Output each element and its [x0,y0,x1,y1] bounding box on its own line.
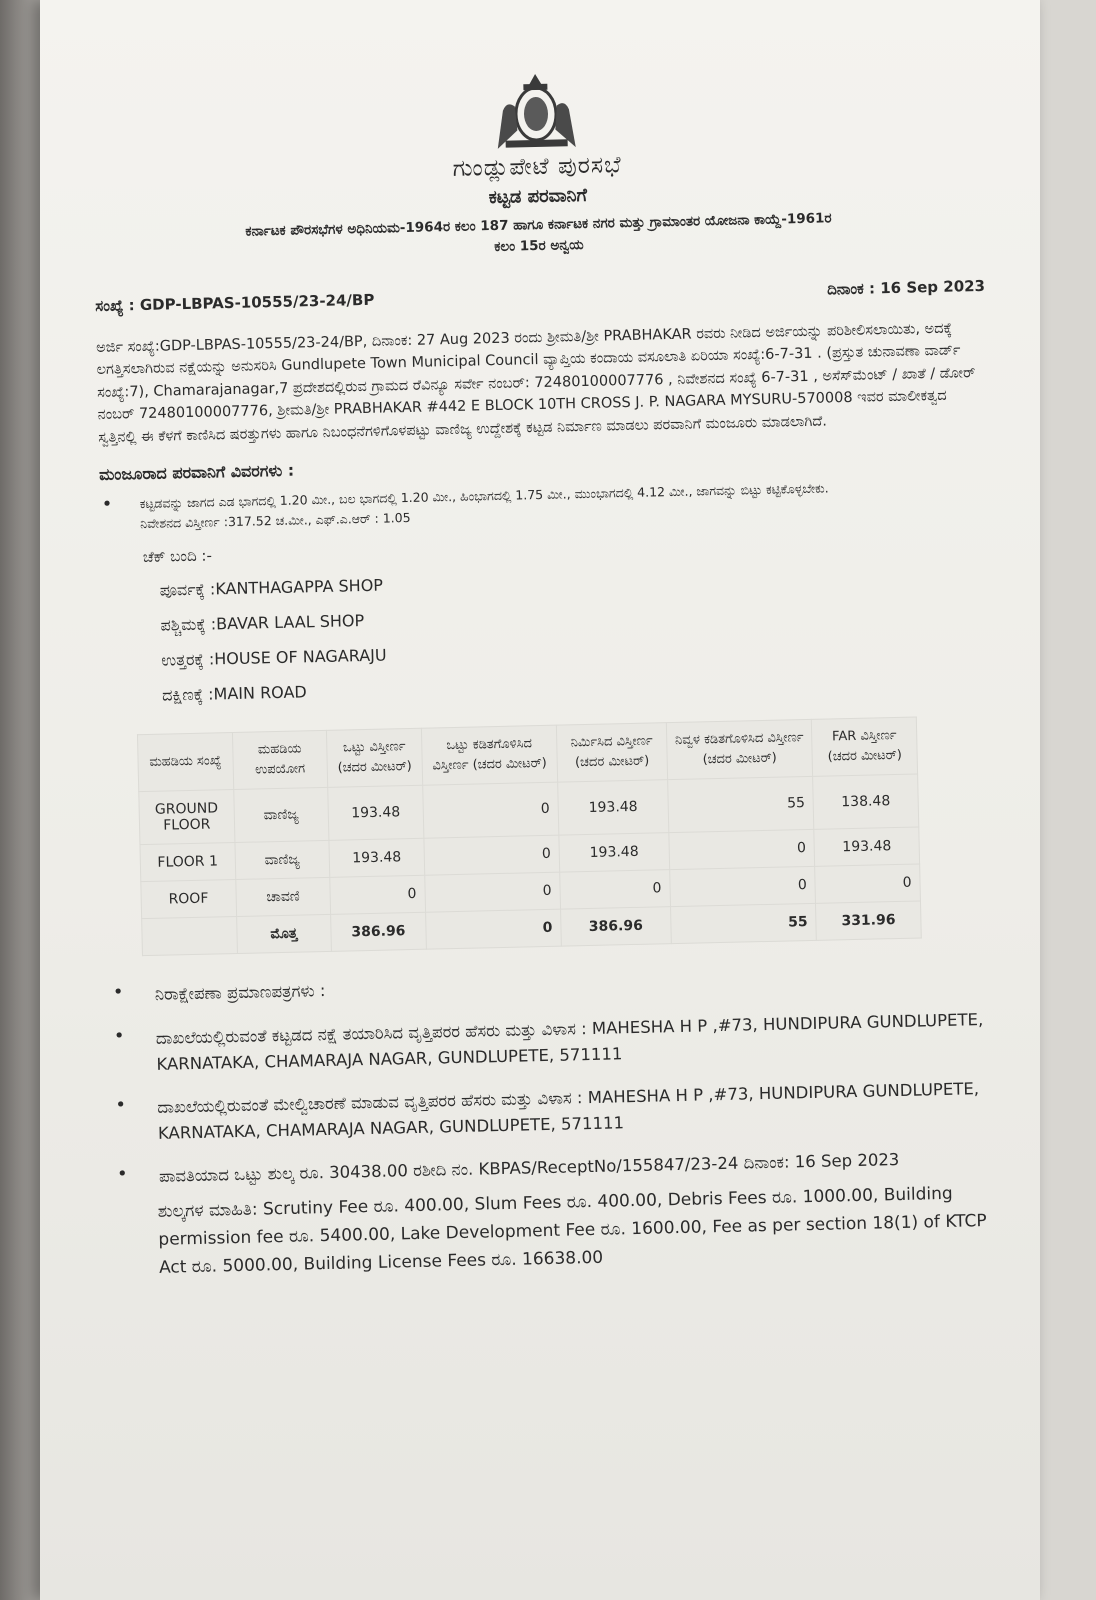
floor-use-cell: ವಾಣಿಜ್ಯ [235,841,330,880]
net-deducted-cell: 0 [669,867,815,907]
act-reference-line-1: ಕರ್ನಾಟಕ ಪೌರಸಭೆಗಳ ಅಧಿನಿಯಮ-1964ರ ಕಲಂ 187 ಹಾಗೂ ಕರ್ನಾಟಕ ನಗರ ಮತ್ತು ಗ್ರಾಮಾಂತರ ಯೋಜನಾ ಕಾಯ್ದೆ-1961ರ [245,210,832,240]
act-reference-line-2: ಕಲಂ 15ರ ಅನ್ವಯ [494,236,584,255]
total-area-cell: 193.48 [328,786,424,841]
permit-details-heading: ಮಂಜೂರಾದ ಪರವಾನಿಗೆ ವಿವರಗಳು : [98,460,295,485]
deducted-area-cell: 0 [424,873,560,913]
floor-use-cell: ವಾಣಿಜ್ಯ [233,788,329,843]
net-deducted-cell: 55 [670,904,816,944]
application-paragraph: ಅರ್ಜಿ ಸಂಖ್ಯೆ:GDP-LBPAS-10555/23-24/BP, ದಿನಾಂಕ: 27 Aug 2023 ರಂದು ಶ್ರೀಮತಿ/ಶ್ರೀ PRABHAKAR ರವರು ನೀಡಿದ ಅರ್ಜಿಯನ್ನು ಪರಿಶೀಲಿಸಲಾಯಿತು, ಅದಕ್ಕೆ ಲಗತ್ತಿಸಲಾಗಿರುವ ನಕ್ಷೆಯನ್ನು ಅನುಸರಿಸಿ Gundlupete Town Municipal Council ವ್ಯಾಪ್ತಿಯ ಕಂದಾಯ ವಸೂಲಾತಿ ಏರಿಯಾ ಸಂಖ್ಯೆ:6-7-31 . (ಪ್ರಸ್ತುತ ಚುನಾವಣಾ ವಾರ್ಡ್ ಸಂಖ್ಯೆ:7), Chamarajanagar,7 ಪ್ರದೇಶದಲ್ಲಿರುವ ಗ್ರಾಮದ ರೆವಿನ್ಯೂ ಸರ್ವೇ ನಂಬರ್: 72480100007776 , ನಿವೇಶನದ ಸಂಖ್ಯೆ 6-7-31 , ಅಸೆಸ್‌ಮೆಂಟ್ / ಖಾತೆ / ಡೋರ್ ನಂಬರ್ 72480100007776, ಶ್ರೀಮತಿ/ಶ್ರೀ PRABHAKAR #442 E BLOCK 10TH CROSS J. P. NAGARA MYSURU-570008 ಇವರ ಮಾಲೀಕತ್ವದ ಸ್ವತ್ತಿನಲ್ಲಿ ಈ ಕೆಳಗೆ ಕಾಣಿಸಿದ ಷರತ್ತುಗಳು ಹಾಗೂ ನಿಬಂಧನೆಗಳಿಗೊಳಪಟ್ಟು ವಾಣಿಜ್ಯ ಉದ್ದೇಶಕ್ಕೆ ಕಟ್ಟಡ ನಿರ್ಮಾಣ ಮಾಡಲು ಪರವಾನಿಗೆ ಮಂಜೂರು ಮಾಡಲಾಗಿದೆ. [96,320,976,446]
noc-heading: ನಿರಾಕ್ಷೇಪಣಾ ಪ್ರಮಾಣಪತ್ರಗಳು : [154,981,326,1005]
certificates-list [111,963,1005,1191]
list-item [111,963,1001,1009]
document-page [40,0,1040,1600]
deducted-area-cell: 0 [425,910,561,950]
act-reference [93,205,984,267]
bullet-icon: • [113,1025,125,1047]
far-area-cell: 331.96 [816,901,922,940]
site-area-line: ನಿವೇಶನದ ವಿಸ್ತೀರ್ಣ :317.52 ಚ.ಮೀ., ಎಫ್.ಎ.ಆರ್ : 1.05 [140,510,411,532]
bullet-icon: • [116,1163,128,1186]
built-area-cell: 386.96 [561,907,672,946]
paid-fee-details: ಪಾವತಿಯಾದ ಒಟ್ಟು ಶುಲ್ಕ ರೂ. 30438.00 ರಶೀದಿ ನಂ. KBPAS/ReceptNo/155847/23-24 ದಿನಾಂಕ: 16 Sep 2023 [158,1150,900,1187]
setback-line: ಕಟ್ಟಡವನ್ನು ಜಾಗದ ಎಡ ಭಾಗದಲ್ಲಿ 1.20 ಮೀ., ಬಲ ಭಾಗದಲ್ಲಿ 1.20 ಮೀ., ಹಿಂಭಾಗದಲ್ಲಿ 1.75 ಮೀ., ಮುಂಭಾಗದಲ್ಲಿ 4.12 ಮೀ., ಜಾಗವನ್ನು ಬಿಟ್ಟು ಕಟ್ಟಿಕೊಳ್ಳಬೇಕು. [139,480,829,512]
boundary-south: ದಕ್ಷಿಣಕ್ಕೆ :MAIN ROAD [161,682,307,705]
permit-number: ಸಂಖ್ಯೆ : GDP-LBPAS-10555/23-24/BP [95,290,375,315]
total-empty-cell [142,917,237,956]
column-header: ಒಟ್ಟು ಕಡಿತಗೊಳಿಸಿದ ವಿಸ್ತೀರ್ಣ (ಚದರ ಮೀಟರ್) [421,725,558,785]
floor-name-cell: FLOOR 1 [140,843,235,882]
permit-date: ದಿನಾಂಕ : 16 Sep 2023 [826,276,986,299]
built-area-cell: 193.48 [559,833,670,872]
net-deducted-cell: 0 [669,830,815,870]
net-deducted-cell: 55 [667,777,814,833]
boundary-east: ಪೂರ್ವಕ್ಕೆ :KANTHAGAPPA SHOP [159,575,384,600]
bullet-icon: • [101,493,113,516]
setback-details [100,475,991,535]
boundary-west: ಪಶ್ಚಿಮಕ್ಕೆ :BAVAR LAAL SHOP [160,611,365,635]
deducted-area-cell: 0 [424,836,560,876]
column-header: ಮಹಡಿಯ ಸಂಖ್ಯೆ [137,733,233,792]
bullet-icon: • [115,1094,127,1116]
column-header: ಒಟ್ಟು ವಿಸ್ತೀರ್ಣ (ಚದರ ಮೀಟರ್) [327,728,423,787]
designer-details: ದಾಖಲೆಯಲ್ಲಿರುವಂತೆ ಕಟ್ಟಡದ ನಕ್ಷೆ ತಯಾರಿಸಿದ ವೃತ್ತಿಪರರ ಹೆಸರು ಮತ್ತು ವಿಳಾಸ : MAHESHA H P ,#73, HUNDIPURA GUNDLUPETE, KARNATAKA, CHAMARAJA NAGAR, GUNDLUPETE, 571111 [155,1010,984,1074]
total-area-cell: 193.48 [329,839,424,878]
floor-name-cell: GROUND FLOOR [139,790,235,845]
total-label-cell: ಮೊತ್ತ [236,915,331,954]
fee-breakdown: ಶುಲ್ಕಗಳ ಮಾಹಿತಿ: Scrutiny Fee ರೂ. 400.00, Slum Fees ರೂ. 400.00, Debris Fees ರೂ. 1000.00, Building permission fee ರೂ. 5400.00, Lake Development Fee ರೂ. 1600.00, Fee as per section 18(1) of KTCP Act ರೂ. 5000.00, Building License Fees ರೂ. 16638.00 [157,1183,987,1278]
column-header: ಮಹಡಿಯ ಉಪಯೋಗ [232,731,328,790]
column-header: FAR ವಿಸ್ತೀರ್ಣ (ಚದರ ಮೀಟರ್) [812,717,918,777]
document-content [90,60,1007,1283]
total-area-cell: 0 [330,876,425,915]
floor-area-table [137,717,922,957]
column-header: ನಿರ್ಮಿಸಿದ ವಿಸ್ತೀರ್ಣ (ಚದರ ಮೀಟರ್) [556,723,667,783]
far-area-cell: 193.48 [814,827,920,866]
floor-use-cell: ಚಾವಣಿ [235,878,330,917]
floor-name-cell: ROOF [141,880,236,919]
list-item [113,1076,1004,1147]
karnataka-emblem-icon [490,69,582,151]
far-area-cell: 0 [815,864,921,903]
reference-row [95,277,985,315]
far-area-cell: 138.48 [813,774,919,829]
total-area-cell: 386.96 [331,913,426,952]
built-area-cell: 0 [560,870,671,909]
municipality-name: ಗುಂಡ್ಲುಪೇಟೆ ಪುರಸಭೆ [452,152,622,182]
built-area-cell: 193.48 [558,780,669,835]
list-item [112,1007,1003,1078]
column-header: ನಿವ್ವಳ ಕಡಿತಗೊಳಿಸಿದ ವಿಸ್ತೀರ್ಣ (ಚದರ ಮೀಟರ್) [666,720,813,781]
checkbandi-heading: ಚೆಕ್ ಬಂದಿ :- [142,546,213,567]
deducted-area-cell: 0 [422,783,558,839]
document-title: ಕಟ್ಟಡ ಪರವಾನಿಗೆ [488,184,588,209]
boundary-north: ಉತ್ತರಕ್ಕೆ :HOUSE OF NAGARAJU [161,645,387,670]
bullet-icon: • [112,982,124,1004]
supervisor-details: ದಾಖಲೆಯಲ್ಲಿರುವಂತೆ ಮೇಲ್ವಿಚಾರಣೆ ಮಾಡುವ ವೃತ್ತಿಪರರ ಹೆಸರು ಮತ್ತು ವಿಳಾಸ : MAHESHA H P ,#73, HUNDIPURA GUNDLUPETE, KARNATAKA, CHAMARAJA NAGAR, GUNDLUPETE, 571111 [157,1079,980,1143]
